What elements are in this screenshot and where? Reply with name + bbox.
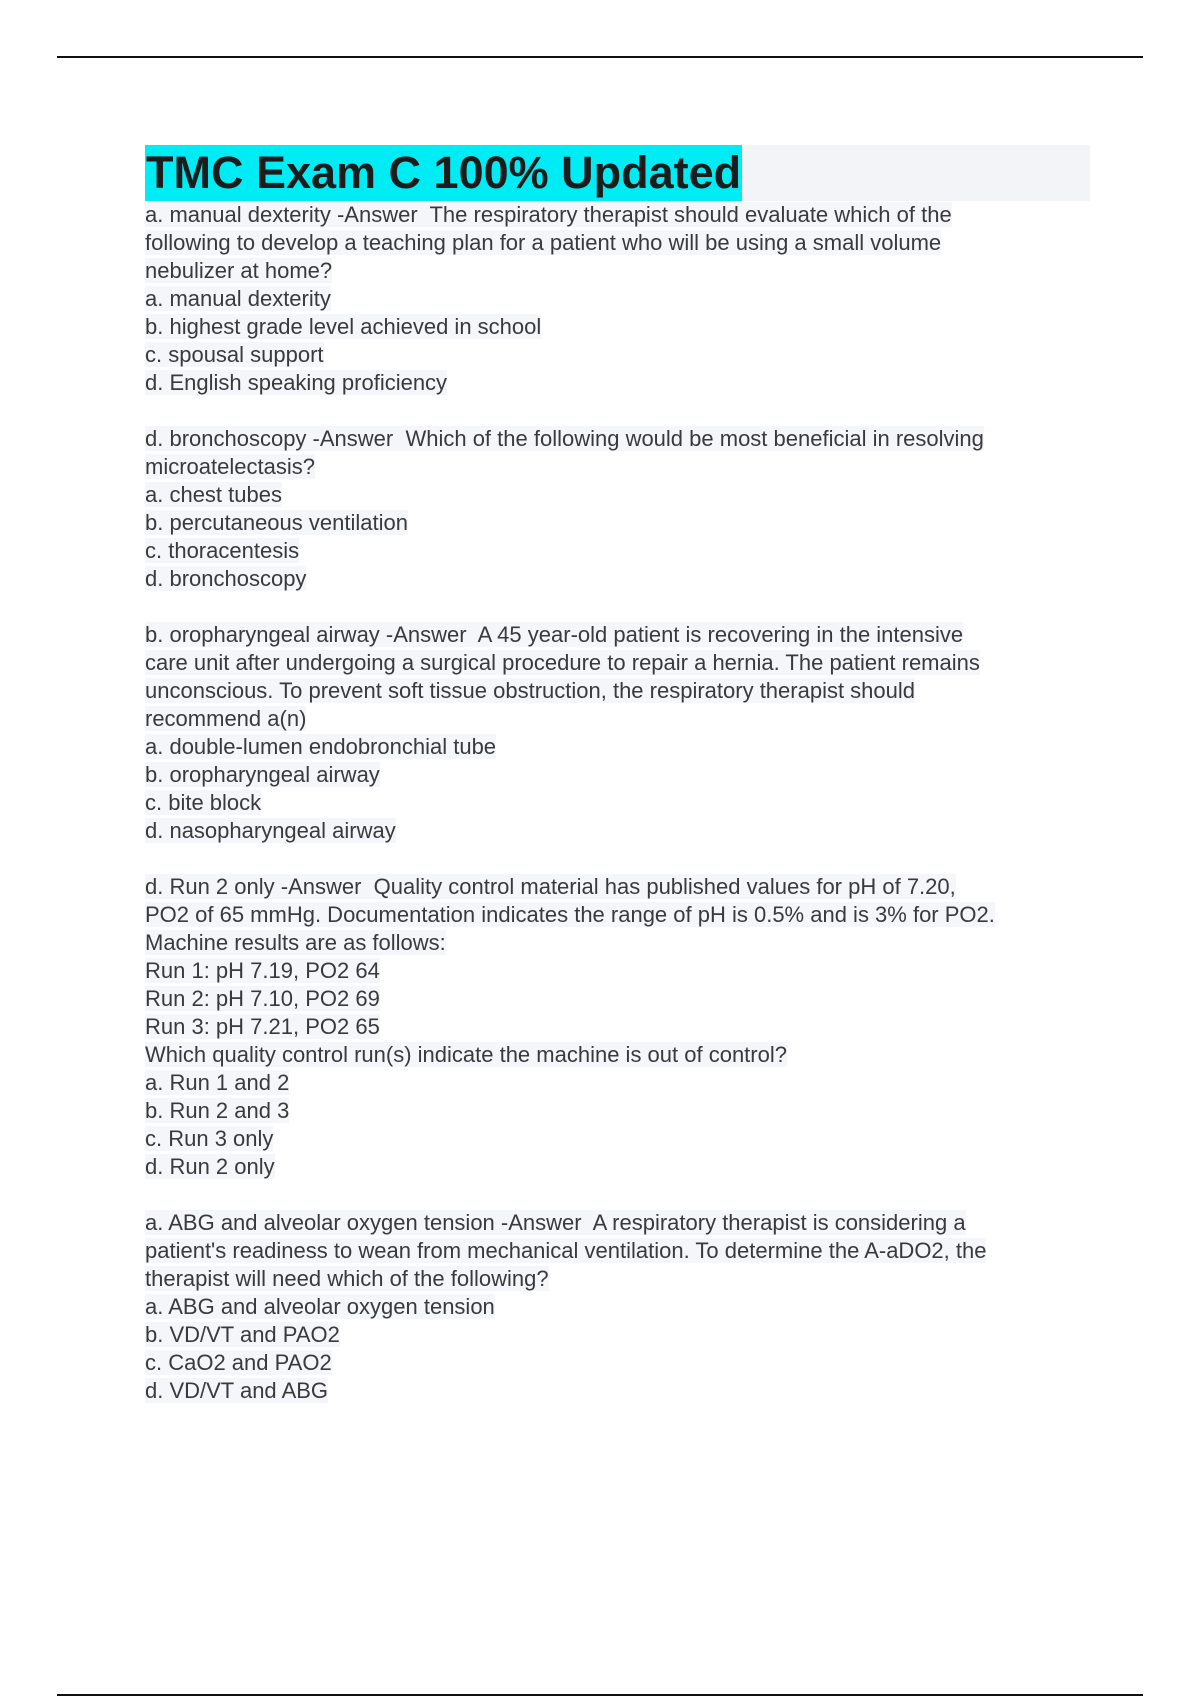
answer-options (145, 1293, 1090, 1405)
title-band (145, 145, 1090, 201)
question-line: unconscious. To prevent soft tissue obstruction, the respiratory therapist should (145, 678, 916, 703)
answer-options (145, 733, 1090, 845)
question-line: therapist will need which of the following? (145, 1266, 549, 1291)
question-line: patient's readiness to wean from mechanical ventilation. To determine the A-aDO2, the (145, 1238, 987, 1263)
answer-option: c. bite block (145, 790, 262, 815)
question-block (145, 201, 1090, 397)
answer-options (145, 1069, 1090, 1181)
question-line: d. Run 2 only -Answer Quality control material has published values for pH of 7.20, (145, 874, 956, 899)
top-rule (57, 56, 1143, 58)
answer-option: b. oropharyngeal airway (145, 762, 380, 787)
answer-option: c. CaO2 and PAO2 (145, 1350, 332, 1375)
question-line: Machine results are as follows: (145, 930, 446, 955)
question-text (145, 621, 1090, 733)
document-title: TMC Exam C 100% Updated (145, 145, 742, 201)
answer-option: c. thoracentesis (145, 538, 300, 563)
question-line: following to develop a teaching plan for a patient who will be using a small volume (145, 230, 942, 255)
question-line: b. oropharyngeal airway -Answer A 45 year-old patient is recovering in the intensive (145, 622, 964, 647)
question-block (145, 1209, 1090, 1405)
question-line: Run 3: pH 7.21, PO2 65 (145, 1014, 380, 1039)
question-line: PO2 of 65 mmHg. Documentation indicates the range of pH is 0.5% and is 3% for PO2. (145, 902, 995, 927)
question-line: Which quality control run(s) indicate the machine is out of control? (145, 1042, 787, 1067)
answer-option: b. Run 2 and 3 (145, 1098, 290, 1123)
answer-option: d. bronchoscopy (145, 566, 307, 591)
answer-option: a. double-lumen endobronchial tube (145, 734, 497, 759)
question-block (145, 425, 1090, 593)
answer-option: d. Run 2 only (145, 1154, 275, 1179)
answer-option: d. English speaking proficiency (145, 370, 448, 395)
bottom-rule (57, 1694, 1143, 1696)
document-body (145, 145, 1090, 1433)
answer-option: d. nasopharyngeal airway (145, 818, 396, 843)
answer-option: b. VD/VT and PAO2 (145, 1322, 340, 1347)
question-line: recommend a(n) (145, 706, 307, 731)
answer-option: c. spousal support (145, 342, 324, 367)
question-line: a. ABG and alveolar oxygen tension -Answer A respiratory therapist is considering a (145, 1210, 966, 1235)
answer-option: a. ABG and alveolar oxygen tension (145, 1294, 495, 1319)
answer-option: d. VD/VT and ABG (145, 1378, 329, 1403)
answer-option: a. Run 1 and 2 (145, 1070, 290, 1095)
answer-option: b. percutaneous ventilation (145, 510, 408, 535)
question-text (145, 425, 1090, 481)
question-block (145, 621, 1090, 845)
answer-option: c. Run 3 only (145, 1126, 274, 1151)
question-line: Run 1: pH 7.19, PO2 64 (145, 958, 380, 983)
answer-option: a. manual dexterity (145, 286, 331, 311)
question-line: d. bronchoscopy -Answer Which of the following would be most beneficial in resolving (145, 426, 984, 451)
answer-option: a. chest tubes (145, 482, 282, 507)
question-line: nebulizer at home? (145, 258, 333, 283)
question-line: care unit after undergoing a surgical procedure to repair a hernia. The patient remains (145, 650, 980, 675)
question-text (145, 1209, 1090, 1293)
question-text (145, 873, 1090, 1069)
answer-options (145, 285, 1090, 397)
answer-option: b. highest grade level achieved in school (145, 314, 542, 339)
question-text (145, 201, 1090, 285)
answer-options (145, 481, 1090, 593)
question-block (145, 873, 1090, 1181)
question-line: microatelectasis? (145, 454, 315, 479)
question-line: Run 2: pH 7.10, PO2 69 (145, 986, 380, 1011)
question-line: a. manual dexterity -Answer The respiratory therapist should evaluate which of the (145, 202, 952, 227)
